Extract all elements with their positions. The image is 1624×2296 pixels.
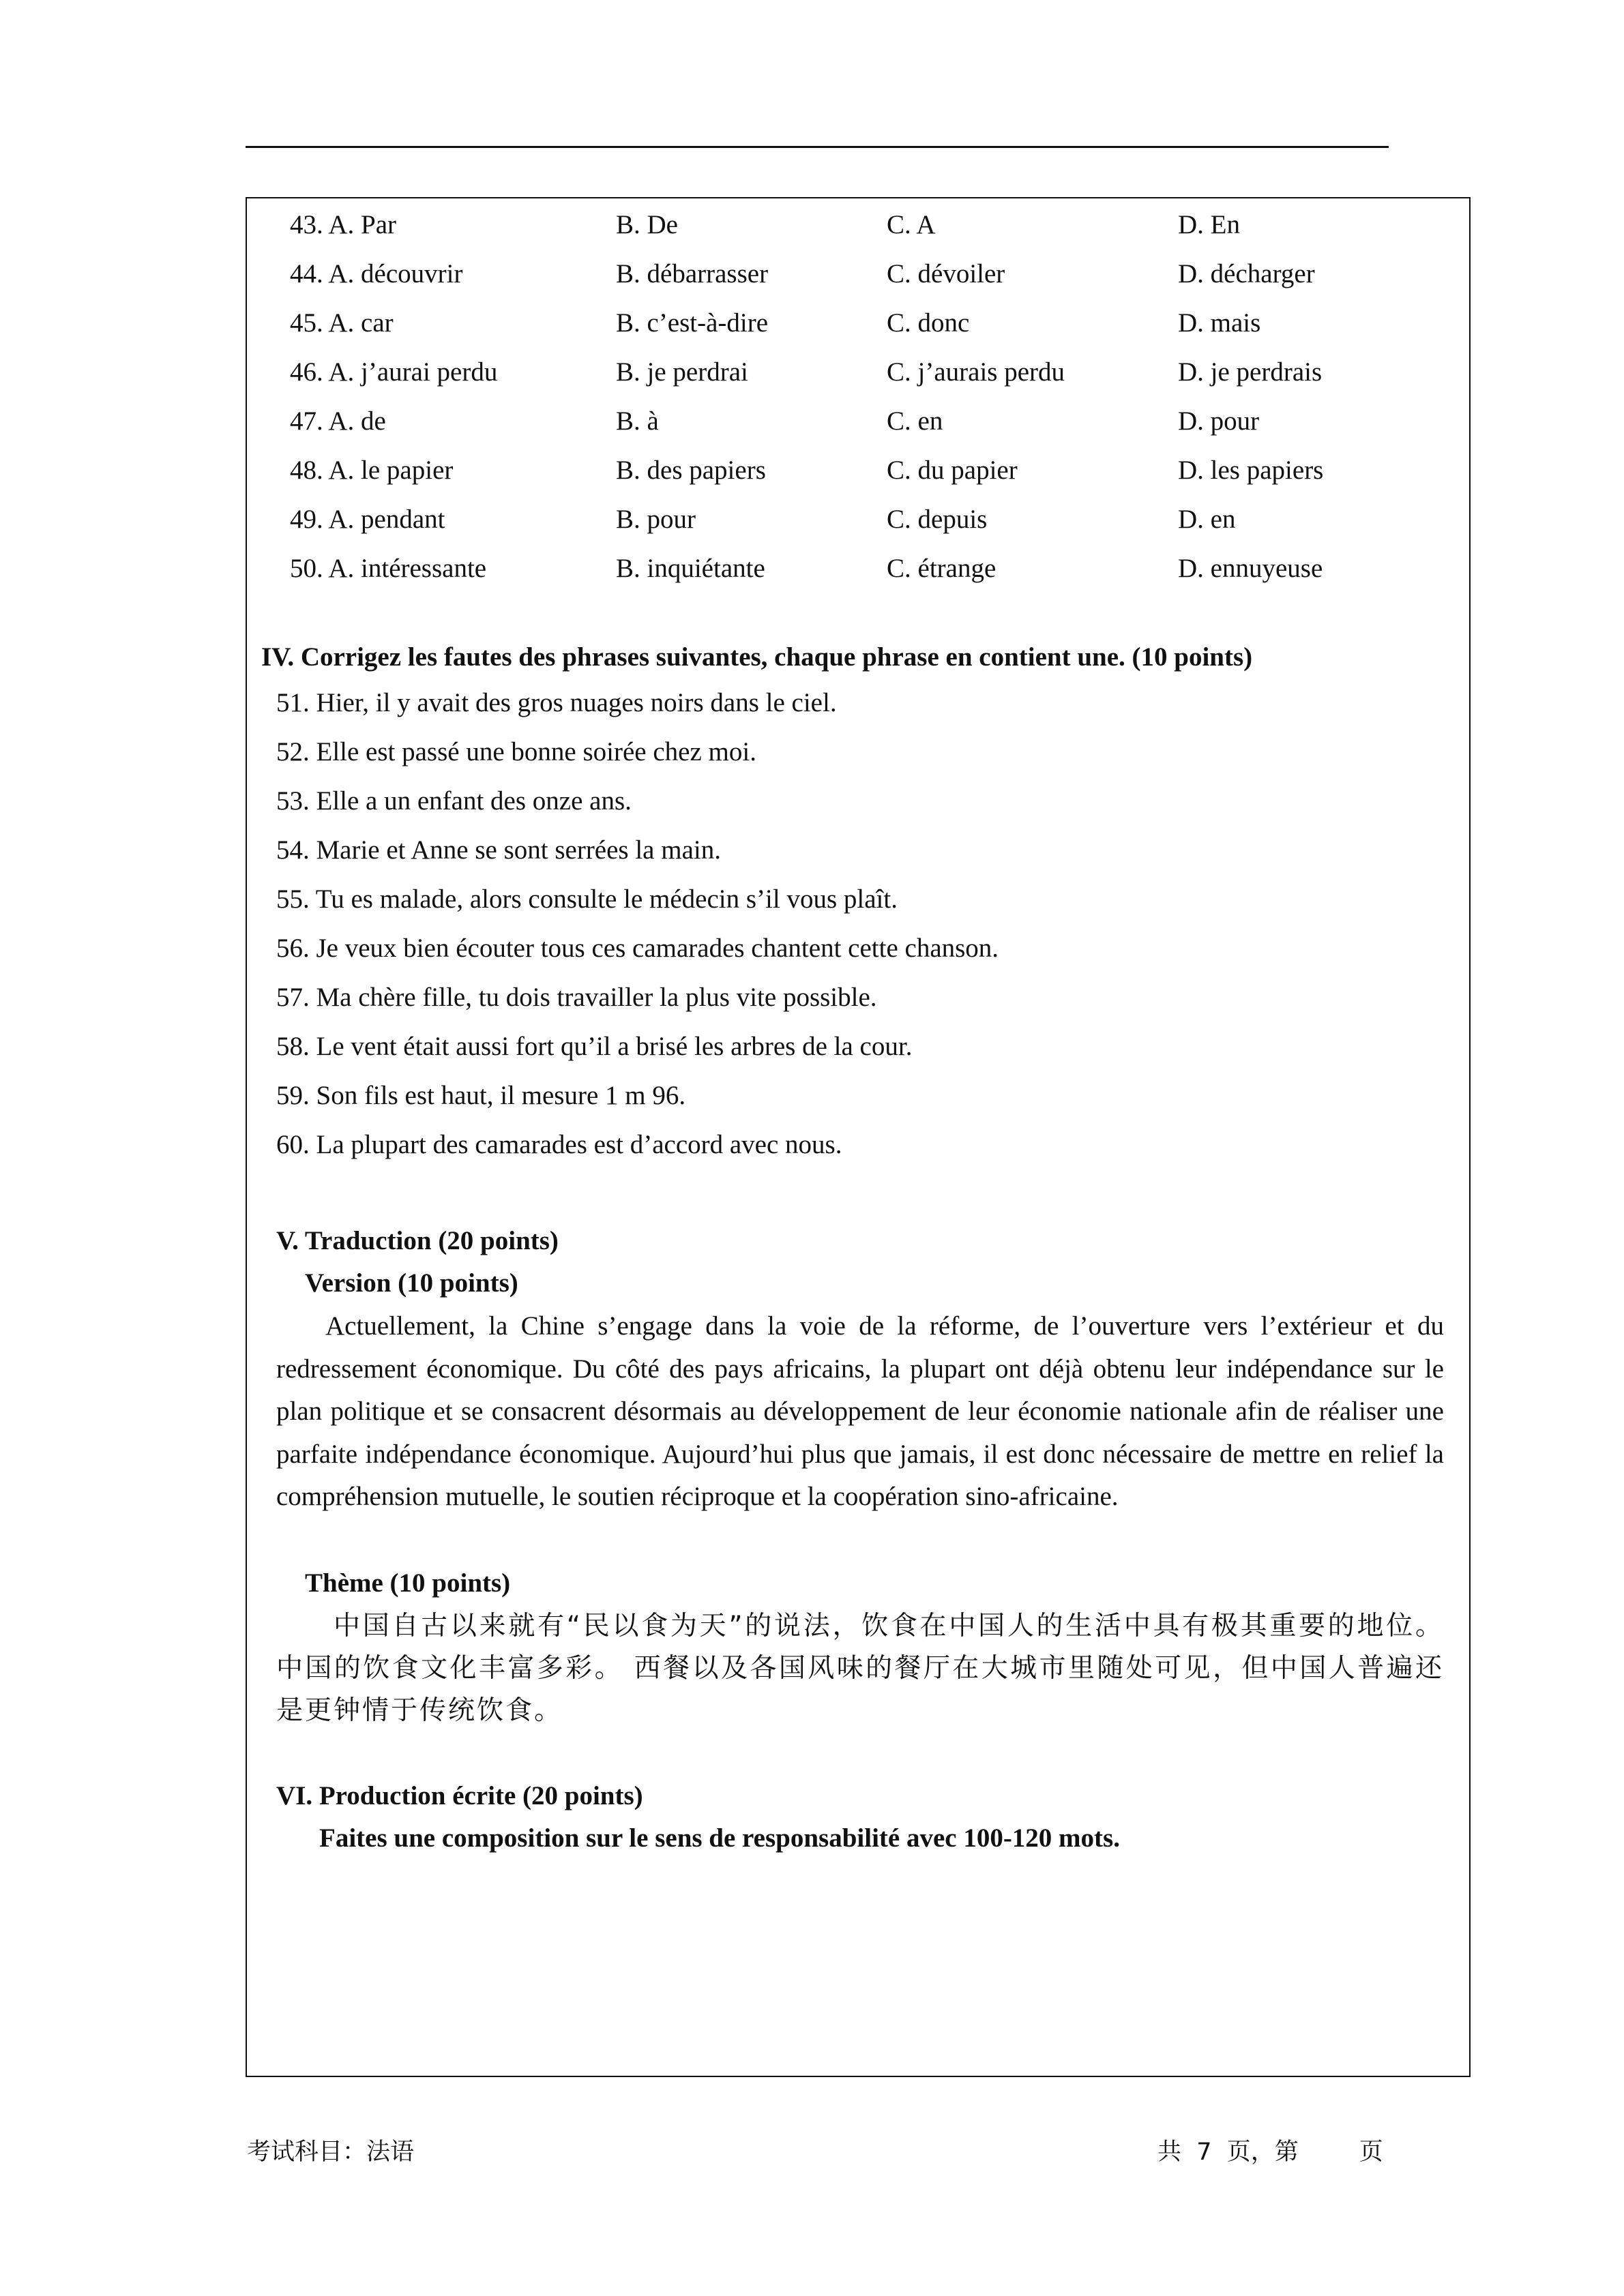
- correction-item: 52. Elle est passé une bonne soirée chez moi.: [276, 737, 756, 766]
- choice-option-b: B. c’est-à-dire: [616, 308, 769, 338]
- correction-item: 54. Marie et Anne se sont serrées la main.: [276, 835, 721, 865]
- choice-number: 48.: [290, 456, 323, 485]
- choice-option-b: B. je perdrai: [616, 357, 748, 387]
- correction-item: 59. Son fils est haut, il mesure 1 m 96.: [276, 1081, 686, 1110]
- choice-row-47: [290, 405, 386, 438]
- correction-item: 57. Ma chère fille, tu dois travailler la plus vite possible.: [276, 983, 877, 1012]
- choice-option-c: C. donc: [887, 308, 970, 338]
- theme-heading: Thème (10 points): [305, 1568, 511, 1598]
- composition-instruction: Faites une composition sur le sens de responsabilité avec 100-120 mots.: [319, 1823, 1120, 1853]
- correction-item: 51. Hier, il y avait des gros nuages noirs dans le ciel.: [276, 688, 837, 717]
- choice-row-45: [290, 307, 394, 340]
- choice-option-a: A. j’aurai perdu: [328, 357, 498, 387]
- choice-number: 50.: [290, 554, 323, 583]
- choice-option-c: C. A: [887, 210, 936, 239]
- footer-subject: 考试科目：法语: [247, 2138, 415, 2166]
- version-paragraph: Actuellement, la Chine s’engage dans la voie de la réforme, de l’ouverture vers l’extérieur et du redressement économique. Du côté des pays africains, la plupart ont déjà obtenu leur indépendance sur le plan politique et se consacrent désormais au développement de leur économie nationale afin de réaliser une parfaite indépendance économique. Aujourd’hui plus que jamais, il est donc nécessaire de mettre en relief la compréhension mutuelle, le soutien réciproque et la coopération sino-africaine.: [276, 1311, 1444, 1511]
- choice-option-c: C. j’aurais perdu: [887, 357, 1065, 387]
- choice-option-d: D. en: [1178, 505, 1236, 534]
- section-v-heading: V. Traduction (20 points): [276, 1226, 559, 1255]
- version-heading: Version (10 points): [305, 1268, 518, 1298]
- choice-option-c: C. étrange: [887, 554, 996, 583]
- choice-option-b: B. pour: [616, 505, 696, 534]
- choice-row-43: [290, 209, 396, 241]
- choice-row-50: [290, 552, 486, 585]
- correction-item: 58. Le vent était aussi fort qu’il a brisé les arbres de la cour.: [276, 1032, 913, 1061]
- choice-number: 43.: [290, 210, 323, 239]
- choice-option-c: C. du papier: [887, 456, 1018, 485]
- choice-option-b: B. à: [616, 406, 659, 436]
- correction-item: 55. Tu es malade, alors consulte le médecin s’il vous plaît.: [276, 884, 898, 914]
- choice-option-b: B. De: [616, 210, 678, 239]
- choice-option-b: B. des papiers: [616, 456, 766, 485]
- choice-number: 47.: [290, 406, 323, 436]
- section-iv-heading: IV. Corrigez les fautes des phrases suivantes, chaque phrase en contient une. (10 points): [261, 642, 1253, 672]
- choice-option-a: A. découvrir: [328, 259, 463, 288]
- choice-row-46: [290, 356, 497, 389]
- choice-option-b: B. inquiétante: [616, 554, 765, 583]
- choice-option-d: D. décharger: [1178, 259, 1315, 288]
- choice-row-49: [290, 503, 445, 536]
- choice-option-d: D. les papiers: [1178, 456, 1324, 485]
- choice-option-c: C. en: [887, 406, 943, 436]
- choice-option-a: A. pendant: [328, 505, 445, 534]
- choice-option-d: D. mais: [1178, 308, 1261, 338]
- choice-number: 44.: [290, 259, 323, 288]
- choice-option-a: A. car: [328, 308, 394, 338]
- section-vi-heading: VI. Production écrite (20 points): [276, 1781, 643, 1810]
- theme-paragraph: 中国自古以来就有“民以食为天”的说法，饮食在中国人的生活中具有极其重要的地位。中国的饮食文化丰富多彩。 西餐以及各国风味的餐厅在大城市里随处可见，但中国人普遍还是更钟情于传统饮食。: [276, 1611, 1444, 1726]
- choice-number: 46.: [290, 357, 323, 387]
- choice-number: 45.: [290, 308, 323, 338]
- choice-option-d: D. pour: [1178, 406, 1260, 436]
- choice-row-48: [290, 454, 453, 487]
- choice-option-b: B. débarrasser: [616, 259, 769, 288]
- choice-option-d: D. En: [1178, 210, 1240, 239]
- choice-option-a: A. intéressante: [328, 554, 487, 583]
- choice-option-c: C. depuis: [887, 505, 988, 534]
- choice-option-a: A. de: [328, 406, 386, 436]
- choice-option-c: C. dévoiler: [887, 259, 1005, 288]
- choice-option-a: A. le papier: [328, 456, 454, 485]
- correction-item: 56. Je veux bien écouter tous ces camarades chantent cette chanson.: [276, 934, 999, 963]
- choice-row-44: [290, 258, 462, 290]
- choice-option-d: D. ennuyeuse: [1178, 554, 1323, 583]
- choice-number: 49.: [290, 505, 323, 534]
- correction-item: 53. Elle a un enfant des onze ans.: [276, 786, 632, 816]
- choice-option-a: A. Par: [328, 210, 397, 239]
- choice-option-d: D. je perdrais: [1178, 357, 1323, 387]
- header-rule: [246, 146, 1389, 148]
- footer-page-count: 共 7 页，第 页: [1157, 2138, 1383, 2166]
- correction-item: 60. La plupart des camarades est d’accord avec nous.: [276, 1130, 842, 1159]
